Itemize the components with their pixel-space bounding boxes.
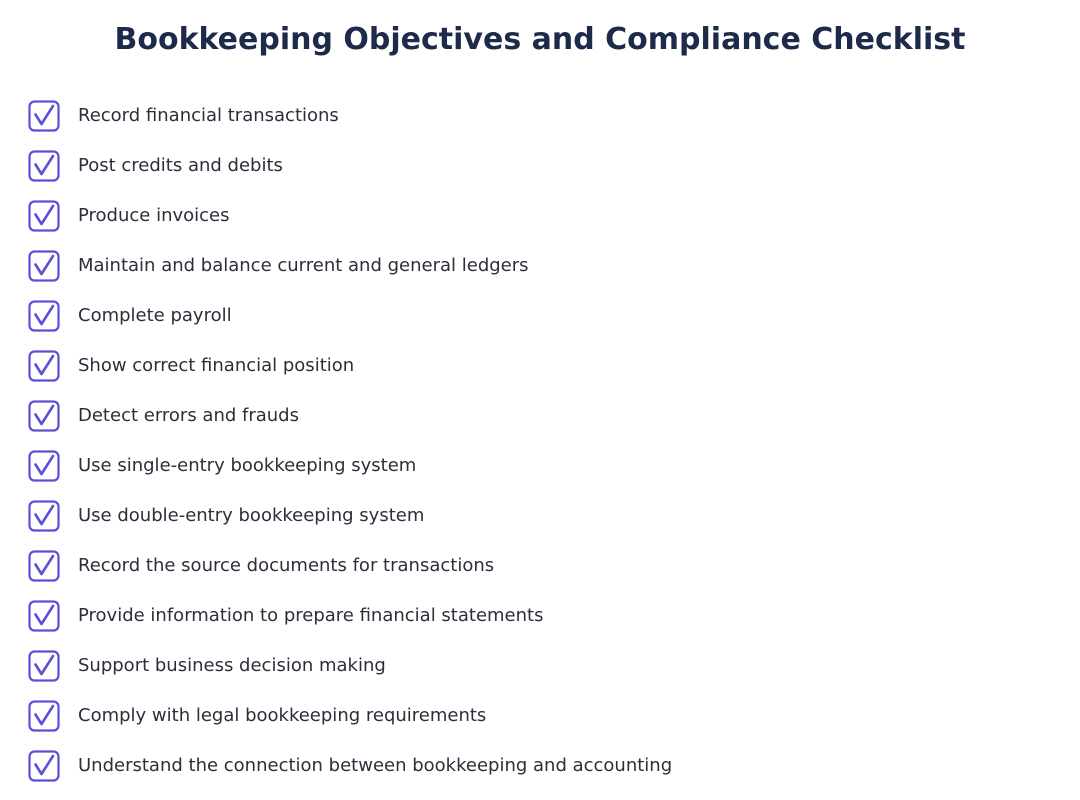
checklist-item-label: Show correct financial position (78, 355, 355, 376)
checklist-item-label: Provide information to prepare financial statements (78, 605, 544, 626)
checkbox-checked-icon[interactable] (28, 150, 60, 182)
checklist-item[interactable] (28, 350, 672, 400)
checklist-item[interactable] (28, 500, 672, 550)
checklist-item[interactable] (28, 650, 672, 700)
checklist-item-label: Understand the connection between bookkeeping and accounting (78, 755, 673, 776)
checklist-item-label: Maintain and balance current and general ledgers (78, 255, 529, 276)
checklist-item-label: Use double-entry bookkeeping system (78, 505, 425, 526)
checklist-item[interactable] (28, 300, 672, 350)
checklist-item-label: Record financial transactions (78, 105, 339, 126)
checklist-item-label: Produce invoices (78, 205, 230, 226)
checklist (28, 100, 672, 800)
checklist-item[interactable] (28, 100, 672, 150)
checklist-item-label: Comply with legal bookkeeping requirements (78, 705, 487, 726)
checklist-item-label: Detect errors and frauds (78, 405, 299, 426)
page-title: Bookkeeping Objectives and Compliance Checklist (114, 22, 966, 57)
checklist-item-label: Use single-entry bookkeeping system (78, 455, 417, 476)
checkbox-checked-icon[interactable] (28, 550, 60, 582)
checklist-item[interactable] (28, 400, 672, 450)
checkbox-checked-icon[interactable] (28, 100, 60, 132)
checklist-item-label: Support business decision making (78, 655, 386, 676)
checkbox-checked-icon[interactable] (28, 450, 60, 482)
checklist-item-label: Record the source documents for transactions (78, 555, 495, 576)
checkbox-checked-icon[interactable] (28, 500, 60, 532)
checklist-item-label: Post credits and debits (78, 155, 283, 176)
checkbox-checked-icon[interactable] (28, 350, 60, 382)
checklist-item[interactable] (28, 700, 672, 750)
checkbox-checked-icon[interactable] (28, 700, 60, 732)
checklist-item[interactable] (28, 750, 672, 800)
checkbox-checked-icon[interactable] (28, 750, 60, 782)
checkbox-checked-icon[interactable] (28, 200, 60, 232)
checklist-item[interactable] (28, 600, 672, 650)
checkbox-checked-icon[interactable] (28, 300, 60, 332)
checklist-item[interactable] (28, 200, 672, 250)
checklist-item[interactable] (28, 250, 672, 300)
checkbox-checked-icon[interactable] (28, 600, 60, 632)
checkbox-checked-icon[interactable] (28, 400, 60, 432)
checklist-item[interactable] (28, 150, 672, 200)
checkbox-checked-icon[interactable] (28, 250, 60, 282)
checklist-item[interactable] (28, 450, 672, 500)
checklist-item-label: Complete payroll (78, 305, 232, 326)
checklist-item[interactable] (28, 550, 672, 600)
checkbox-checked-icon[interactable] (28, 650, 60, 682)
